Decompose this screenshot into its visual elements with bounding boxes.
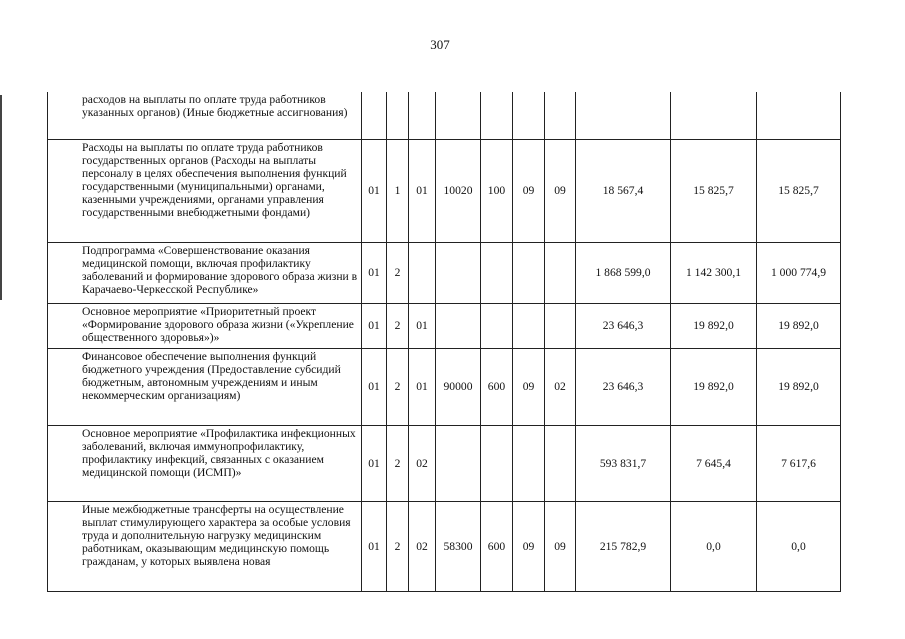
code-cell: 02 [545, 348, 576, 425]
code-cell: 2 [387, 348, 409, 425]
code-cell: 100 [481, 139, 513, 242]
amount-cell: 1 000 774,9 [757, 242, 841, 303]
code-cell [409, 92, 436, 139]
amount-cell: 19 892,0 [757, 348, 841, 425]
code-cell [545, 242, 576, 303]
amount-cell: 593 831,7 [576, 425, 671, 501]
code-cell: 01 [362, 303, 387, 348]
code-cell: 58300 [436, 501, 481, 591]
code-cell: 2 [387, 501, 409, 591]
code-cell: 01 [362, 242, 387, 303]
code-cell: 01 [409, 303, 436, 348]
code-cell [545, 92, 576, 139]
table-row [48, 92, 841, 139]
amount-cell: 19 892,0 [671, 303, 757, 348]
table-row [48, 242, 841, 303]
row-description: расходов на выплаты по оплате труда работников указанных органов) (Иные бюджетные ассигнования) [48, 92, 362, 139]
amount-cell [576, 92, 671, 139]
code-cell [513, 242, 545, 303]
code-cell: 02 [409, 501, 436, 591]
code-cell: 90000 [436, 348, 481, 425]
code-cell [481, 303, 513, 348]
page-number: 307 [430, 37, 450, 52]
code-cell [409, 242, 436, 303]
code-cell: 09 [513, 501, 545, 591]
code-cell [436, 303, 481, 348]
code-cell [545, 303, 576, 348]
code-cell: 600 [481, 348, 513, 425]
table-row [48, 348, 841, 425]
code-cell [513, 425, 545, 501]
amount-cell: 15 825,7 [757, 139, 841, 242]
code-cell: 2 [387, 242, 409, 303]
code-cell: 01 [362, 348, 387, 425]
code-cell: 09 [513, 139, 545, 242]
amount-cell: 19 892,0 [671, 348, 757, 425]
code-cell [481, 92, 513, 139]
code-cell: 2 [387, 303, 409, 348]
row-description: Основное мероприятие «Профилактика инфекционных заболеваний, включая иммунопрофилактику, профилактику инфекций, связанных с оказанием медицинской помощи (ИСМП)» [48, 425, 362, 501]
scan-edge-shadow [0, 95, 2, 300]
code-cell: 09 [513, 348, 545, 425]
row-description: Подпрограмма «Совершенствование оказания медицинской помощи, включая профилактику заболеваний и формирование здорового образа жизни в Карачаево-Черкесской Республике» [48, 242, 362, 303]
amount-cell: 18 567,4 [576, 139, 671, 242]
code-cell: 10020 [436, 139, 481, 242]
amount-cell: 19 892,0 [757, 303, 841, 348]
code-cell: 1 [387, 139, 409, 242]
code-cell: 09 [545, 139, 576, 242]
code-cell: 01 [409, 139, 436, 242]
row-description: Финансовое обеспечение выполнения функций бюджетного учреждения (Предоставление субсидий бюджетным, автономным учреждениям и иным некоммерческим организациям) [48, 348, 362, 425]
code-cell [481, 242, 513, 303]
amount-cell: 23 646,3 [576, 348, 671, 425]
code-cell [436, 242, 481, 303]
amount-cell: 0,0 [757, 501, 841, 591]
table-row [48, 139, 841, 242]
code-cell [545, 425, 576, 501]
row-description: Иные межбюджетные трансферты на осуществление выплат стимулирующего характера за особые условия труда и дополнительную нагрузку медицинским работникам, оказывающим медицинскую помощь гражданам, у которых выявлена новая [48, 501, 362, 591]
table-row [48, 303, 841, 348]
amount-cell [757, 92, 841, 139]
amount-cell: 1 142 300,1 [671, 242, 757, 303]
amount-cell: 0,0 [671, 501, 757, 591]
amount-cell: 215 782,9 [576, 501, 671, 591]
code-cell: 01 [362, 139, 387, 242]
code-cell [513, 303, 545, 348]
amount-cell: 23 646,3 [576, 303, 671, 348]
amount-cell: 15 825,7 [671, 139, 757, 242]
code-cell: 01 [362, 501, 387, 591]
code-cell [387, 92, 409, 139]
amount-cell [671, 92, 757, 139]
budget-table [47, 92, 841, 592]
row-description: Расходы на выплаты по оплате труда работников государственных органов (Расходы на выплаты персоналу в целях обеспечения выполнения функций государственными (муниципальными) органами, казенными учреждениями, органами управления государственными внебюджетными фондами) [48, 139, 362, 242]
code-cell: 09 [545, 501, 576, 591]
code-cell [436, 425, 481, 501]
code-cell: 2 [387, 425, 409, 501]
table-row [48, 501, 841, 591]
code-cell: 600 [481, 501, 513, 591]
code-cell [362, 92, 387, 139]
code-cell [481, 425, 513, 501]
code-cell: 01 [409, 348, 436, 425]
code-cell [513, 92, 545, 139]
amount-cell: 7 645,4 [671, 425, 757, 501]
amount-cell: 7 617,6 [757, 425, 841, 501]
row-description: Основное мероприятие «Приоритетный проект «Формирование здорового образа жизни («Укрепление общественного здоровья»)» [48, 303, 362, 348]
amount-cell: 1 868 599,0 [576, 242, 671, 303]
code-cell [436, 92, 481, 139]
code-cell: 01 [362, 425, 387, 501]
code-cell: 02 [409, 425, 436, 501]
table-row [48, 425, 841, 501]
